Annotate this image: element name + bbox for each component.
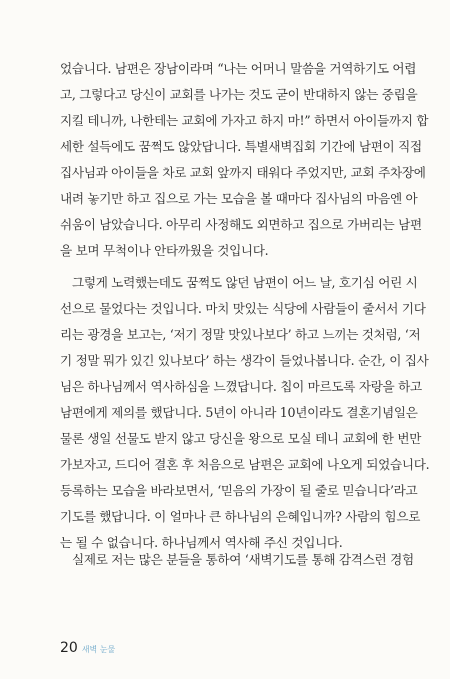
text-line: 기도를 했답니다. 이 얼마나 큰 하나님의 은혜입니까? 사람의 힘으로	[60, 509, 421, 524]
text-line: 집사님과 아이들을 차로 교회 앞까지 태워다 주었지만, 교회 주차장에	[60, 165, 426, 180]
text-line: 내려 놓기만 하고 집으로 가는 모습을 볼 때마다 집사님의 마음엔 아	[60, 191, 418, 206]
text-line: 남편에게 제의를 했답니다. 5년이 아니라 10년이라도 결혼기념일은	[60, 405, 418, 420]
text-line: 그렇게 노력했는데도 꿈쩍도 않던 남편이 어느 날, 호기심 어린 시	[72, 275, 418, 290]
text-line: 물론 생일 선물도 받지 않고 당신을 왕으로 모실 테니 교회에 한 번만	[60, 431, 422, 446]
text-line: 쉬움이 남았습니다. 아무리 사정해도 외면하고 집으로 가버리는 남편	[60, 217, 422, 232]
paragraph-2	[60, 270, 430, 556]
text-line: 는 될 수 없습니다. 하나님께서 역사해 주신 것입니다.	[60, 535, 343, 550]
text-line: 을 보며 무척이나 안타까웠을 것입니다.	[60, 243, 269, 258]
text-line: 기 정말 뭐가 있긴 있나보다’ 하는 생각이 들었나봅니다. 순간, 이 집사	[60, 353, 429, 368]
text-line: 세한 설득에도 꿈쩍도 않았답니다. 특별새벽집회 기간에 남편이 직접	[60, 139, 422, 154]
text-line: 지킬 테니까, 나한테는 교회에 가자고 하지 마!” 하면서 아이들까지 합	[60, 113, 429, 128]
text-line: 리는 광경을 보고는, ‘저기 정말 맛있나보다’ 하고 느끼는 것처럼, ‘저	[60, 327, 421, 342]
text-line: 가보자고, 드디어 결혼 후 처음으로 남편은 교회에 나오게 되었습니다.	[60, 457, 430, 472]
text-line: 선으로 물었다는 것입니다. 마치 맛있는 식당에 사람들이 줄서서 기다	[60, 301, 426, 316]
paragraph-1	[60, 56, 429, 264]
text-line: 등록하는 모습을 바라보면서, ‘믿음의 가장이 될 줄로 믿습니다’라고	[60, 483, 418, 498]
text-line: 었습니다. 남편은 장남이라며 “나는 어머니 말씀을 거역하기도 어렵	[60, 61, 417, 76]
page-number: 20	[60, 640, 78, 656]
page-footer	[60, 640, 115, 656]
running-title: 새벽 눈물	[81, 645, 116, 654]
text-line: 님은 하나님께서 역사하심을 느꼈답니다. 칩이 마르도록 자랑을 하고	[60, 379, 422, 394]
text-line: 실제로 저는 많은 분들을 통하여 ‘새벽기도를 통해 감격스런 경험	[72, 552, 414, 567]
paragraph-3	[60, 547, 414, 573]
text-line: 고, 그렇다고 당신이 교회를 나가는 것도 굳이 반대하지 않는 중립을	[60, 87, 418, 102]
